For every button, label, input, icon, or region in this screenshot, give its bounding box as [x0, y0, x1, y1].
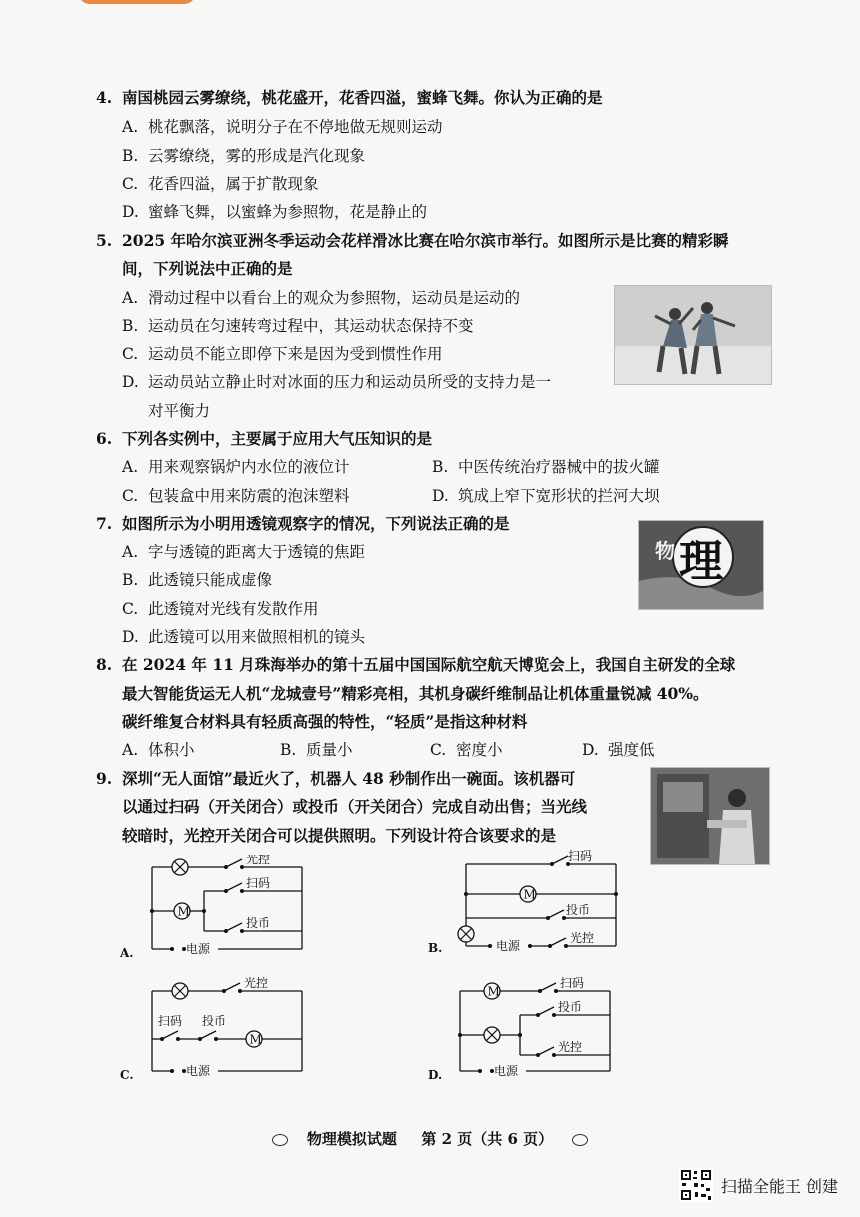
- svg-text:A.: A.: [120, 946, 134, 960]
- scanner-watermark: [679, 1168, 838, 1202]
- footer-page: 第 2 页（共 6 页）: [421, 1130, 554, 1148]
- svg-text:M: M: [249, 1032, 262, 1047]
- circuit-d: [426, 975, 626, 1089]
- svg-text:光控: 光控: [246, 855, 271, 866]
- q9-robot-photo: [650, 767, 770, 865]
- bulb-icon: [172, 983, 188, 999]
- svg-text:M: M: [487, 984, 500, 999]
- bulb-icon: [458, 926, 474, 942]
- q6-option-d: D. 筑成上窄下宽形状的拦河大坝: [432, 487, 660, 505]
- q7-option-d: D. 此透镜可以用来做照相机的镜头: [122, 628, 366, 646]
- q7-stem: 7. 如图所示为小明用透镜观察字的情况，下列说法正确的是: [96, 514, 510, 533]
- svg-text:光控: 光控: [244, 976, 269, 990]
- svg-text:电源: 电源: [494, 1064, 519, 1078]
- svg-text:M: M: [177, 904, 190, 919]
- svg-text:投币: 投币: [566, 903, 591, 917]
- q5-option-c: C. 运动员不能立即停下来是因为受到惯性作用: [122, 345, 443, 363]
- page-footer: [0, 1128, 860, 1149]
- svg-text:扫码: 扫码: [568, 849, 593, 863]
- svg-text:B.: B.: [428, 941, 443, 955]
- svg-text:投币: 投币: [558, 1000, 583, 1014]
- footer-title: 物理模拟试题: [306, 1130, 397, 1148]
- q5-option-b: B. 运动员在匀速转弯过程中，其运动状态保持不变: [122, 317, 474, 335]
- qr-code-icon: [679, 1168, 713, 1202]
- svg-text:C.: C.: [120, 1068, 134, 1082]
- svg-text:投币: 投币: [246, 916, 271, 930]
- q7-option-c: C. 此透镜对光线有发散作用: [122, 600, 319, 618]
- q5-option-d-cont: 对平衡力: [148, 402, 211, 420]
- q7-big-char: 理: [679, 536, 723, 587]
- svg-text:D.: D.: [428, 1068, 443, 1082]
- circuit-b: [426, 848, 626, 964]
- svg-text:光控: 光控: [558, 1040, 583, 1054]
- q5-option-a: A. 滑动过程中以看台上的观众为参照物，运动员是运动的: [122, 289, 521, 307]
- seal-icon: [272, 1134, 288, 1146]
- q4-option-b: B. 云雾缭绕，雾的形成是汽化现象: [122, 147, 366, 165]
- q4-stem: 4. 南国桃园云雾缭绕，桃花盛开，花香四溢，蜜蜂飞舞。你认为正确的是: [96, 88, 603, 107]
- svg-text:扫码: 扫码: [158, 1014, 183, 1028]
- scanner-label: 扫描全能王 创建: [720, 1176, 838, 1196]
- svg-text:电源: 电源: [496, 939, 521, 953]
- q5-option-d: D. 运动员站立静止时对冰面的压力和运动员所受的支持力是一: [122, 373, 552, 391]
- q8-stem-line2: 最大智能货运无人机“龙城壹号”精彩亮相，其机身碳纤维制品让机体重量锐减 40%。: [122, 684, 709, 703]
- q6-option-c: C. 包装盒中用来防震的泡沫塑料: [122, 487, 350, 505]
- q7-option-a: A. 字与透镜的距离大于透镜的焦距: [122, 543, 366, 561]
- q5-stem-line2: 间，下列说法中正确的是: [122, 259, 293, 278]
- circuit-a: [118, 855, 318, 967]
- svg-text:扫码: 扫码: [560, 976, 585, 990]
- q5-stem-line1: 5. 2025 年哈尔滨亚洲冬季运动会花样滑冰比赛在哈尔滨市举行。如图所示是比赛的精彩瞬: [96, 231, 729, 250]
- circuit-c: [118, 975, 318, 1089]
- motor-icon: [520, 886, 536, 902]
- svg-text:M: M: [523, 887, 536, 902]
- q7-small-char: 物: [655, 539, 675, 563]
- q4-option-a: A. 桃花飘落，说明分子在不停地做无规则运动: [122, 118, 443, 136]
- q8-option-c: C. 密度小: [430, 741, 503, 759]
- q6-stem: 6. 下列各实例中，主要属于应用大气压知识的是: [96, 429, 433, 448]
- q6-option-a: A. 用来观察锅炉内水位的液位计: [122, 458, 350, 476]
- q5-skating-photo: [614, 285, 772, 385]
- q8-option-b: B. 质量小: [280, 741, 353, 759]
- q8-stem-line1: 8. 在 2024 年 11 月珠海举办的第十五届中国国际航空航天博览会上，我国自主研发的全球: [96, 655, 736, 674]
- bulb-icon: [172, 859, 188, 875]
- svg-text:光控: 光控: [570, 931, 595, 945]
- q9-stem-line3: 较暗时，光控开关闭合可以提供照明。下列设计符合该要求的是: [122, 826, 557, 845]
- motor-icon: [484, 983, 500, 999]
- svg-text:电源: 电源: [186, 1064, 211, 1078]
- q9-stem-line1: 9. 深圳“无人面馆”最近火了，机器人 48 秒制作出一碗面。该机器可: [96, 769, 576, 788]
- q8-option-a: A. 体积小: [122, 741, 195, 759]
- q6-option-b: B. 中医传统治疗器械中的拔火罐: [432, 458, 660, 476]
- svg-text:投币: 投币: [202, 1014, 227, 1028]
- top-decoration: [78, 0, 196, 4]
- seal-icon: [572, 1134, 588, 1146]
- motor-icon: [174, 903, 190, 919]
- q8-option-d: D. 强度低: [582, 741, 655, 759]
- q7-lens-photo: [638, 520, 764, 610]
- q8-stem-line3: 碳纤维复合材料具有轻质高强的特性，“轻质”是指这种材料: [122, 712, 528, 731]
- svg-text:电源: 电源: [186, 942, 211, 956]
- svg-text:扫码: 扫码: [246, 876, 271, 890]
- q7-option-b: B. 此透镜只能成虚像: [122, 571, 273, 589]
- q4-option-d: D. 蜜蜂飞舞，以蜜蜂为参照物，花是静止的: [122, 203, 428, 221]
- bulb-icon: [484, 1027, 500, 1043]
- q9-stem-line2: 以通过扫码（开关闭合）或投币（开关闭合）完成自动出售；当光线: [122, 797, 588, 816]
- q4-option-c: C. 花香四溢，属于扩散现象: [122, 175, 319, 193]
- motor-icon: [246, 1031, 262, 1047]
